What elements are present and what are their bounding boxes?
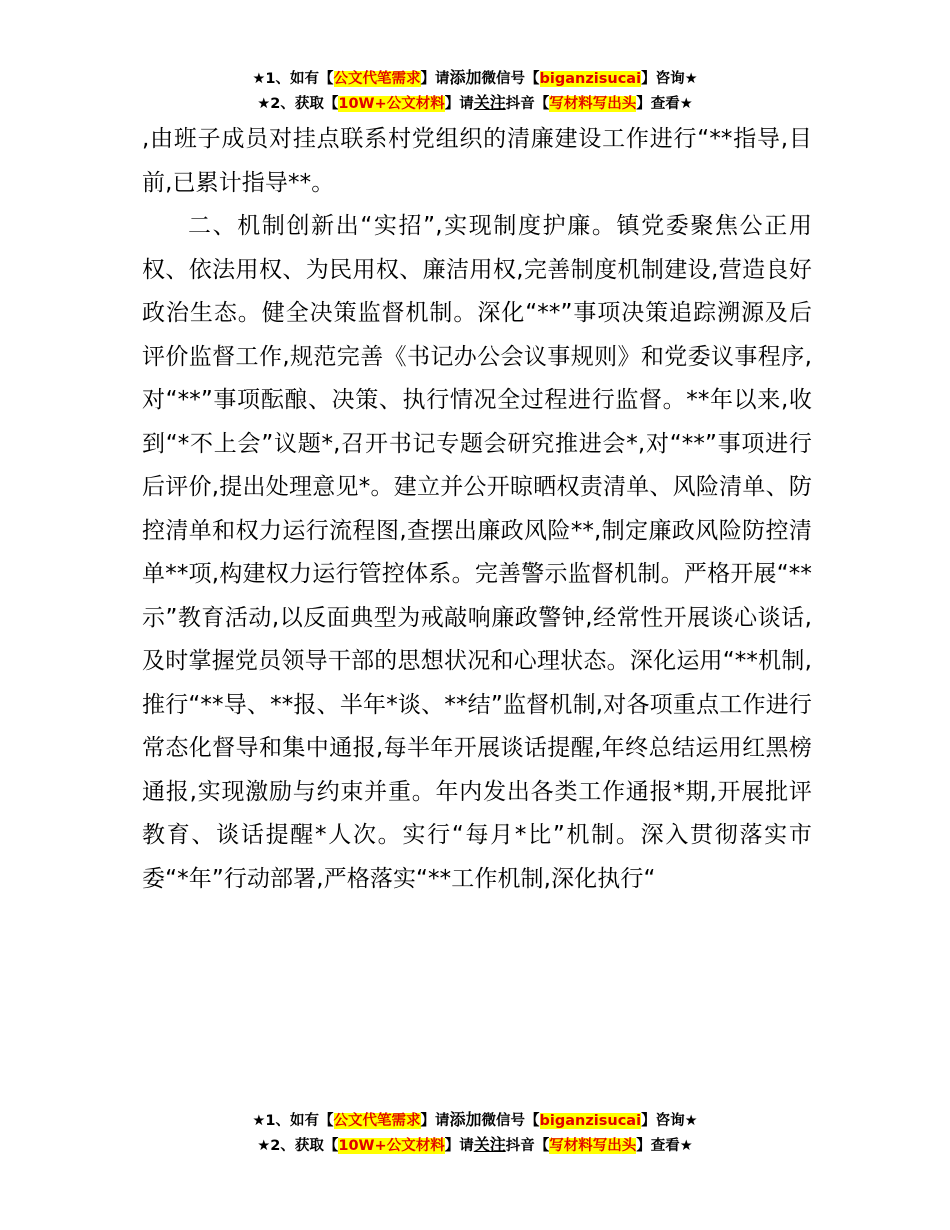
banner-text: 】咨询★ [641,71,698,87]
banner-text: 抖音【 [505,96,550,112]
banner-text: 2、获取【 [270,1138,339,1154]
banner-text: 微信号【 [481,1113,540,1129]
highlight-wechat-id: biganzisucai [539,71,642,87]
header-banner [0,66,950,116]
document-body [142,118,812,901]
banner-emphasis: 添加 [449,1110,482,1129]
banner-emphasis: 关注 [473,1135,506,1154]
footer-banner-line-2 [0,1133,950,1158]
header-banner-line-2 [0,91,950,116]
highlight-ghostwriting: 公文代笔需求 [333,71,421,87]
highlight-douyin-account: 写材料写出头 [549,1138,637,1154]
banner-text: 】查看★ [636,1138,693,1154]
footer-banner-line-1 [0,1108,950,1133]
paragraph-1: ,由班子成员对挂点联系村党组织的清廉建设工作进行“**指导,目前,已累计指导**。 [142,126,812,196]
banner-emphasis: 添加 [449,68,482,87]
banner-text: 】请 [420,1113,450,1129]
banner-text: 】咨询★ [641,1113,698,1129]
header-banner-line-1 [0,66,950,91]
banner-text: 】请 [420,71,450,87]
banner-text: 1、如有【 [265,71,334,87]
banner-text: 2、获取【 [270,96,339,112]
banner-text: 抖音【 [505,1138,550,1154]
highlight-materials: 10W+公文材料 [338,1138,445,1154]
banner-text: 】请 [444,96,474,112]
highlight-douyin-account: 写材料写出头 [549,96,637,112]
star-icon: ★ [257,96,271,112]
star-icon: ★ [252,1113,266,1129]
footer-banner [0,1108,950,1158]
banner-emphasis: 关注 [473,93,506,112]
star-icon: ★ [252,71,266,87]
star-icon: ★ [257,1138,271,1154]
highlight-wechat-id: biganzisucai [539,1113,642,1129]
banner-text: 】查看★ [636,96,693,112]
banner-text: 】请 [444,1138,474,1154]
highlight-ghostwriting: 公文代笔需求 [333,1113,421,1129]
banner-text: 1、如有【 [265,1113,334,1129]
paragraph-2: 二、机制创新出“实招”,实现制度护廉。镇党委聚焦公正用权、依法用权、为民用权、廉洁用权,完善制度机制建设,营造良好政治生态。健全决策监督机制。深化“**”事项决策追踪溯源及后评价监督工作,规范完善《书记办公会议事规则》和党委议事程序,对“**”事项酝酿、决策、执行情况全过程进行监督。**年以来,收到“*不上会”议题*,召开书记专题会研究推进会*,对“**”事项进行后评价,提出处理意见*。建立并公开晾晒权责清单、风险清单、防控清单和权力运行流程图,查摆出廉政风险**,制定廉政风险防控清单**项,构建权力运行管控体系。完善警示监督机制。严格开展“**示”教育活动,以反面典型为戒敲响廉政警钟,经常性开展谈心谈话,及时掌握党员领导干部的思想状况和心理状态。深化运用“**机制,推行“**导、**报、半年*谈、**结”监督机制,对各项重点工作进行常态化督导和集中通报,每半年开展谈话提醒,年终总结运用红黑榜通报,实现激励与约束并重。年内发出各类工作通报*期,开展批评教育、谈话提醒*人次。实行“每月*比”机制。深入贯彻落实市委“*年”行动部署,严格落实“**工作机制,深化执行“ [142,213,812,892]
highlight-materials: 10W+公文材料 [338,96,445,112]
banner-text: 微信号【 [481,71,540,87]
